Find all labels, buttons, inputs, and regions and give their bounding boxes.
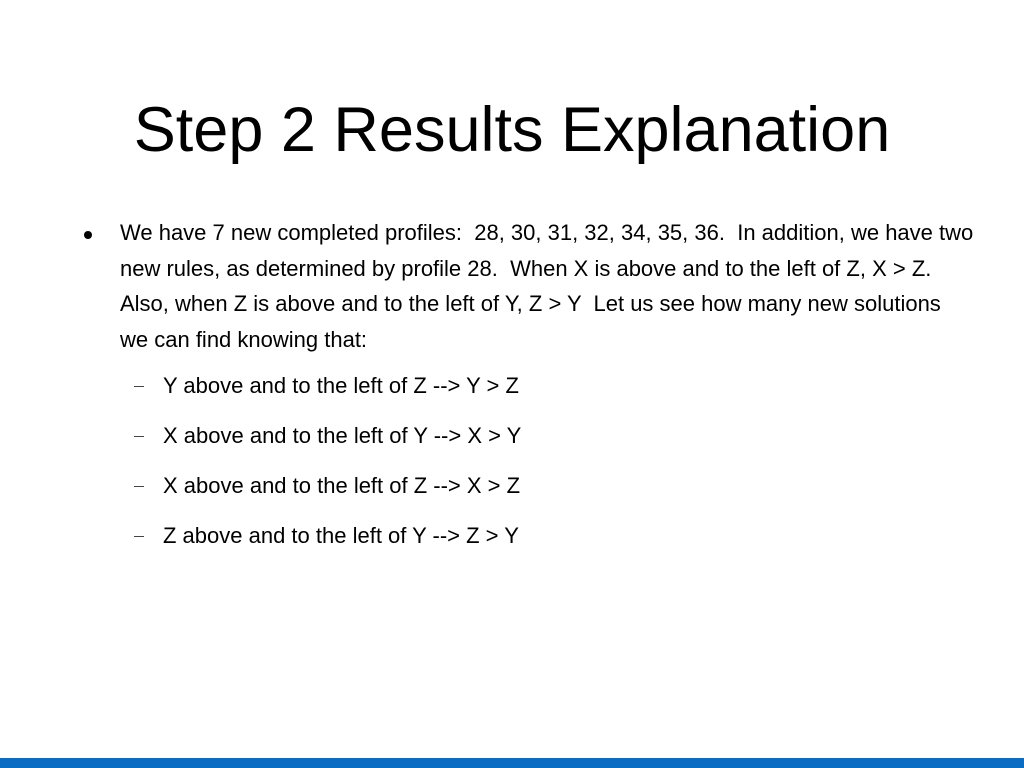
footer-accent-bar xyxy=(0,758,1024,768)
dash-icon xyxy=(134,386,144,387)
sub-bullet-list xyxy=(84,371,974,551)
sub-bullet-text: X above and to the left of Y --> X > Y xyxy=(163,423,522,448)
sub-bullet-item xyxy=(84,371,974,401)
slide-body xyxy=(84,215,980,571)
bullet-item xyxy=(84,215,980,357)
slide-title: Step 2 Results Explanation xyxy=(133,95,891,165)
dash-icon xyxy=(134,536,144,537)
sub-bullet-item xyxy=(84,471,974,501)
sub-bullet-item xyxy=(84,421,974,451)
sub-bullet-text: X above and to the left of Z --> X > Z xyxy=(163,473,521,498)
sub-bullet-text: Y above and to the left of Z --> Y > Z xyxy=(163,373,519,398)
sub-bullet-item xyxy=(84,521,974,551)
sub-bullet-text: Z above and to the left of Y --> Z > Y xyxy=(163,523,519,548)
bullet-dot-icon xyxy=(84,231,92,239)
dash-icon xyxy=(134,486,144,487)
dash-icon xyxy=(134,436,144,437)
bullet-text: We have 7 new completed profiles: 28, 30, 31, 32, 34, 35, 36. In addition, we have two new rules, as determined by profile 28. When X is above and to the left of Z, X > Z. Also, when Z is above and to the left of Y, Z > Y Let us see how many new solutions we can find knowing that: xyxy=(120,220,980,352)
